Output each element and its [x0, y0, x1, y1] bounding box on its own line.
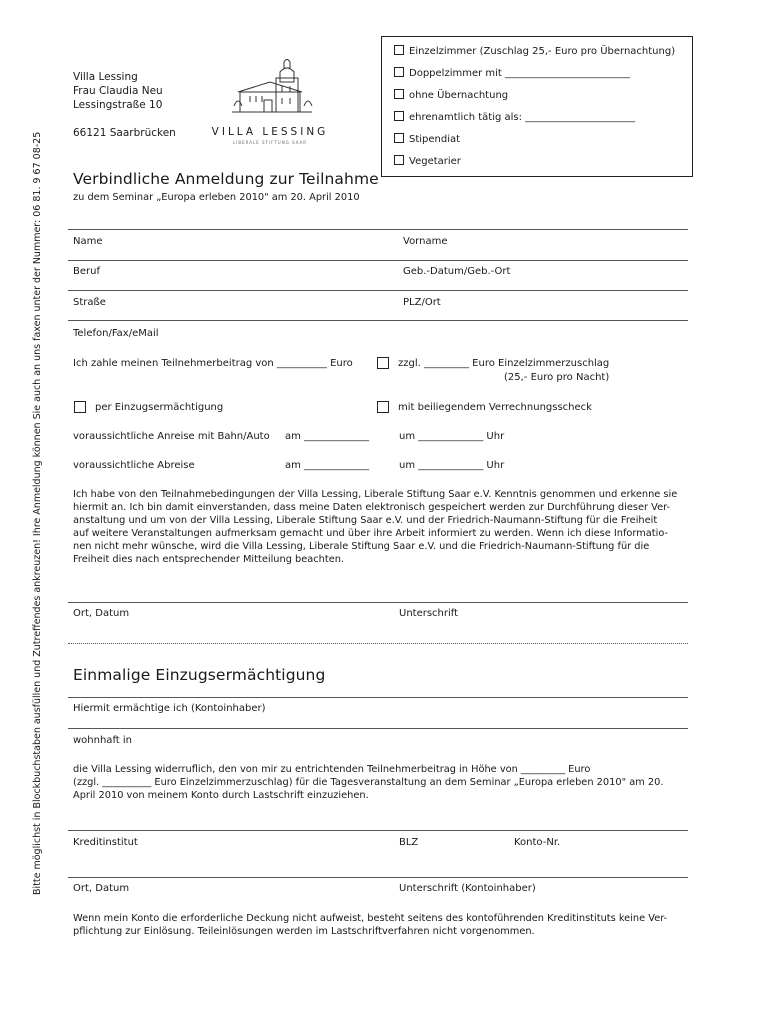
mandate-line: April 2010 von meinem Konto durch Lastschrift einzuziehen.: [73, 790, 369, 801]
scheck-label: mit beiliegendem Verrechnungsscheck: [398, 402, 592, 413]
beitrag-text: Ich zahle meinen Teilnehmerbeitrag von __________ Euro: [73, 358, 353, 369]
logo-wordmark: VILLA LESSING: [211, 126, 329, 138]
checkbox[interactable]: [394, 111, 404, 121]
checkbox[interactable]: [394, 133, 404, 143]
einzug-label: per Einzugsermächtigung: [95, 402, 224, 413]
kontoinhaber-label: Hiermit ermächtige ich (Kontoinhaber): [73, 703, 266, 714]
checkbox[interactable]: [394, 89, 404, 99]
zuschlag-text: zzgl. _________ Euro Einzelzimmerzuschlag: [398, 358, 610, 369]
option-label: ehrenamtlich tätig als: ______________________: [409, 112, 636, 123]
wohnhaft-label: wohnhaft in: [73, 735, 132, 746]
name-field-line[interactable]: [68, 260, 688, 261]
consent-line: auf weitere Veranstaltungen aufmerksam gemacht und über ihre Arbeit informiert zu werden. Wenn ich diese Informatio-: [73, 528, 669, 539]
plz-label: PLZ/Ort: [403, 297, 441, 308]
divider: [68, 830, 688, 831]
kreditinstitut-label: Kreditinstitut: [73, 837, 138, 848]
mandate-line: die Villa Lessing widerruflich, den von mir zu entrichtenden Teilnehmerbeitrag in Höhe von _________ Euro: [73, 764, 591, 775]
sidebar-instruction: Bitte möglichst in Blockbuchstaben ausfüllen und Zutreffendes ankreuzen! Ihre Anmeldung können Sie auch an uns faxen unter der Nummer: 06 81. 9 67 08-25: [32, 131, 43, 895]
abreise-label: voraussichtliche Abreise: [73, 460, 195, 471]
villa-lessing-logo: [210, 58, 330, 148]
footer-note: [73, 912, 667, 938]
address-block: [73, 70, 176, 140]
ort-datum-label: Ort, Datum: [73, 608, 130, 619]
anreise-date[interactable]: am _____________: [285, 431, 370, 442]
blz-label: BLZ: [399, 837, 419, 848]
zuschlag-checkbox[interactable]: [377, 357, 389, 369]
option-label: Einzelzimmer (Zuschlag 25,- Euro pro Übernachtung): [409, 46, 676, 57]
options-box: [381, 36, 693, 177]
cut-line: [68, 643, 688, 644]
consent-line: nen nicht mehr wünsche, wird die Villa Lessing, Liberale Stiftung Saar e.V. und die Friedrich-Naumann-Stiftung für die: [73, 541, 650, 552]
beruf-label: Beruf: [73, 266, 100, 277]
divider: [68, 229, 688, 230]
name-label: Name: [73, 236, 103, 247]
option-label: Stipendiat: [409, 134, 461, 145]
option-label: Doppelzimmer mit _________________________: [409, 68, 631, 79]
strasse-label: Straße: [73, 297, 106, 308]
checkbox[interactable]: [394, 45, 404, 55]
telefon-label: Telefon/Fax/eMail: [73, 328, 159, 339]
konto-label: Konto-Nr.: [514, 837, 561, 848]
option-stipendiat[interactable]: [394, 133, 460, 145]
scheck-checkbox[interactable]: [377, 401, 389, 413]
address-line: 66121 Saarbrücken: [73, 127, 176, 139]
consent-paragraph: [73, 488, 677, 566]
strasse-field-line[interactable]: [68, 320, 688, 321]
option-einzelzimmer[interactable]: [394, 45, 675, 57]
registration-subtitle: zu dem Seminar „Europa erleben 2010" am 20. April 2010: [73, 192, 360, 203]
mandate-line: (zzgl. __________ Euro Einzelzimmerzuschlag) für die Tagesveranstaltung an dem Seminar „Europa erleben 2010" am 20.: [73, 777, 664, 788]
registration-title: Verbindliche Anmeldung zur Teilnahme: [73, 170, 379, 188]
mandate-text: [73, 763, 663, 802]
consent-line: anstaltung und um von der Villa Lessing, Liberale Stiftung Saar e.V. und der Friedrich-Naumann-Stiftung für die Freiheit: [73, 515, 658, 526]
anreise-label: voraussichtliche Anreise mit Bahn/Auto: [73, 431, 270, 442]
kontoinhaber-field-line[interactable]: [68, 728, 688, 729]
einzug-checkbox[interactable]: [74, 401, 86, 413]
divider: [68, 697, 688, 698]
checkbox[interactable]: [394, 155, 404, 165]
address-line: Frau Claudia Neu: [73, 85, 163, 97]
option-ohne-uebernachtung[interactable]: [394, 89, 508, 101]
unterschrift-kontoinhaber-label: Unterschrift (Kontoinhaber): [399, 883, 536, 894]
zuschlag-note: (25,- Euro pro Nacht): [504, 372, 610, 383]
unterschrift-label: Unterschrift: [399, 608, 459, 619]
consent-line: hiermit an. Ich bin damit einverstanden, dass meine Daten elektronisch gespeichert werden zur Durchführung dieser Ver-: [73, 502, 671, 513]
signature-line[interactable]: [68, 877, 688, 878]
option-ehrenamtlich[interactable]: [394, 111, 635, 123]
logo-tagline: LIBERALE STIFTUNG SAAR: [232, 140, 308, 145]
signature-line[interactable]: [68, 602, 688, 603]
consent-line: Ich habe von den Teilnahmebedingungen der Villa Lessing, Liberale Stiftung Saar e.V. Kenntnis genommen und erkenne sie: [73, 489, 678, 500]
consent-line: Freiheit dies nach entsprechender Mitteilung beachten.: [73, 554, 345, 565]
anreise-time[interactable]: um _____________ Uhr: [399, 431, 505, 442]
address-line: Villa Lessing: [73, 71, 138, 83]
ort-datum-label: Ort, Datum: [73, 883, 130, 894]
option-vegetarier[interactable]: [394, 155, 461, 167]
option-label: Vegetarier: [409, 156, 461, 167]
option-label: ohne Übernachtung: [409, 90, 509, 101]
footer-line: pflichtung zur Einlösung. Teileinlösungen werden im Lastschriftverfahren nicht vorgenommen.: [73, 926, 535, 937]
geb-label: Geb.-Datum/Geb.-Ort: [403, 266, 511, 277]
footer-line: Wenn mein Konto die erforderliche Deckung nicht aufweist, besteht seitens des kontoführenden Kreditinstituts keine Ver-: [73, 913, 668, 924]
abreise-date[interactable]: am _____________: [285, 460, 370, 471]
address-line: Lessingstraße 10: [73, 99, 163, 111]
option-doppelzimmer[interactable]: [394, 67, 630, 79]
checkbox[interactable]: [394, 67, 404, 77]
mandate-title: Einmalige Einzugsermächtigung: [73, 666, 326, 684]
vorname-label: Vorname: [403, 236, 448, 247]
villa-building-icon: [210, 58, 330, 120]
beruf-field-line[interactable]: [68, 290, 688, 291]
abreise-time[interactable]: um _____________ Uhr: [399, 460, 505, 471]
